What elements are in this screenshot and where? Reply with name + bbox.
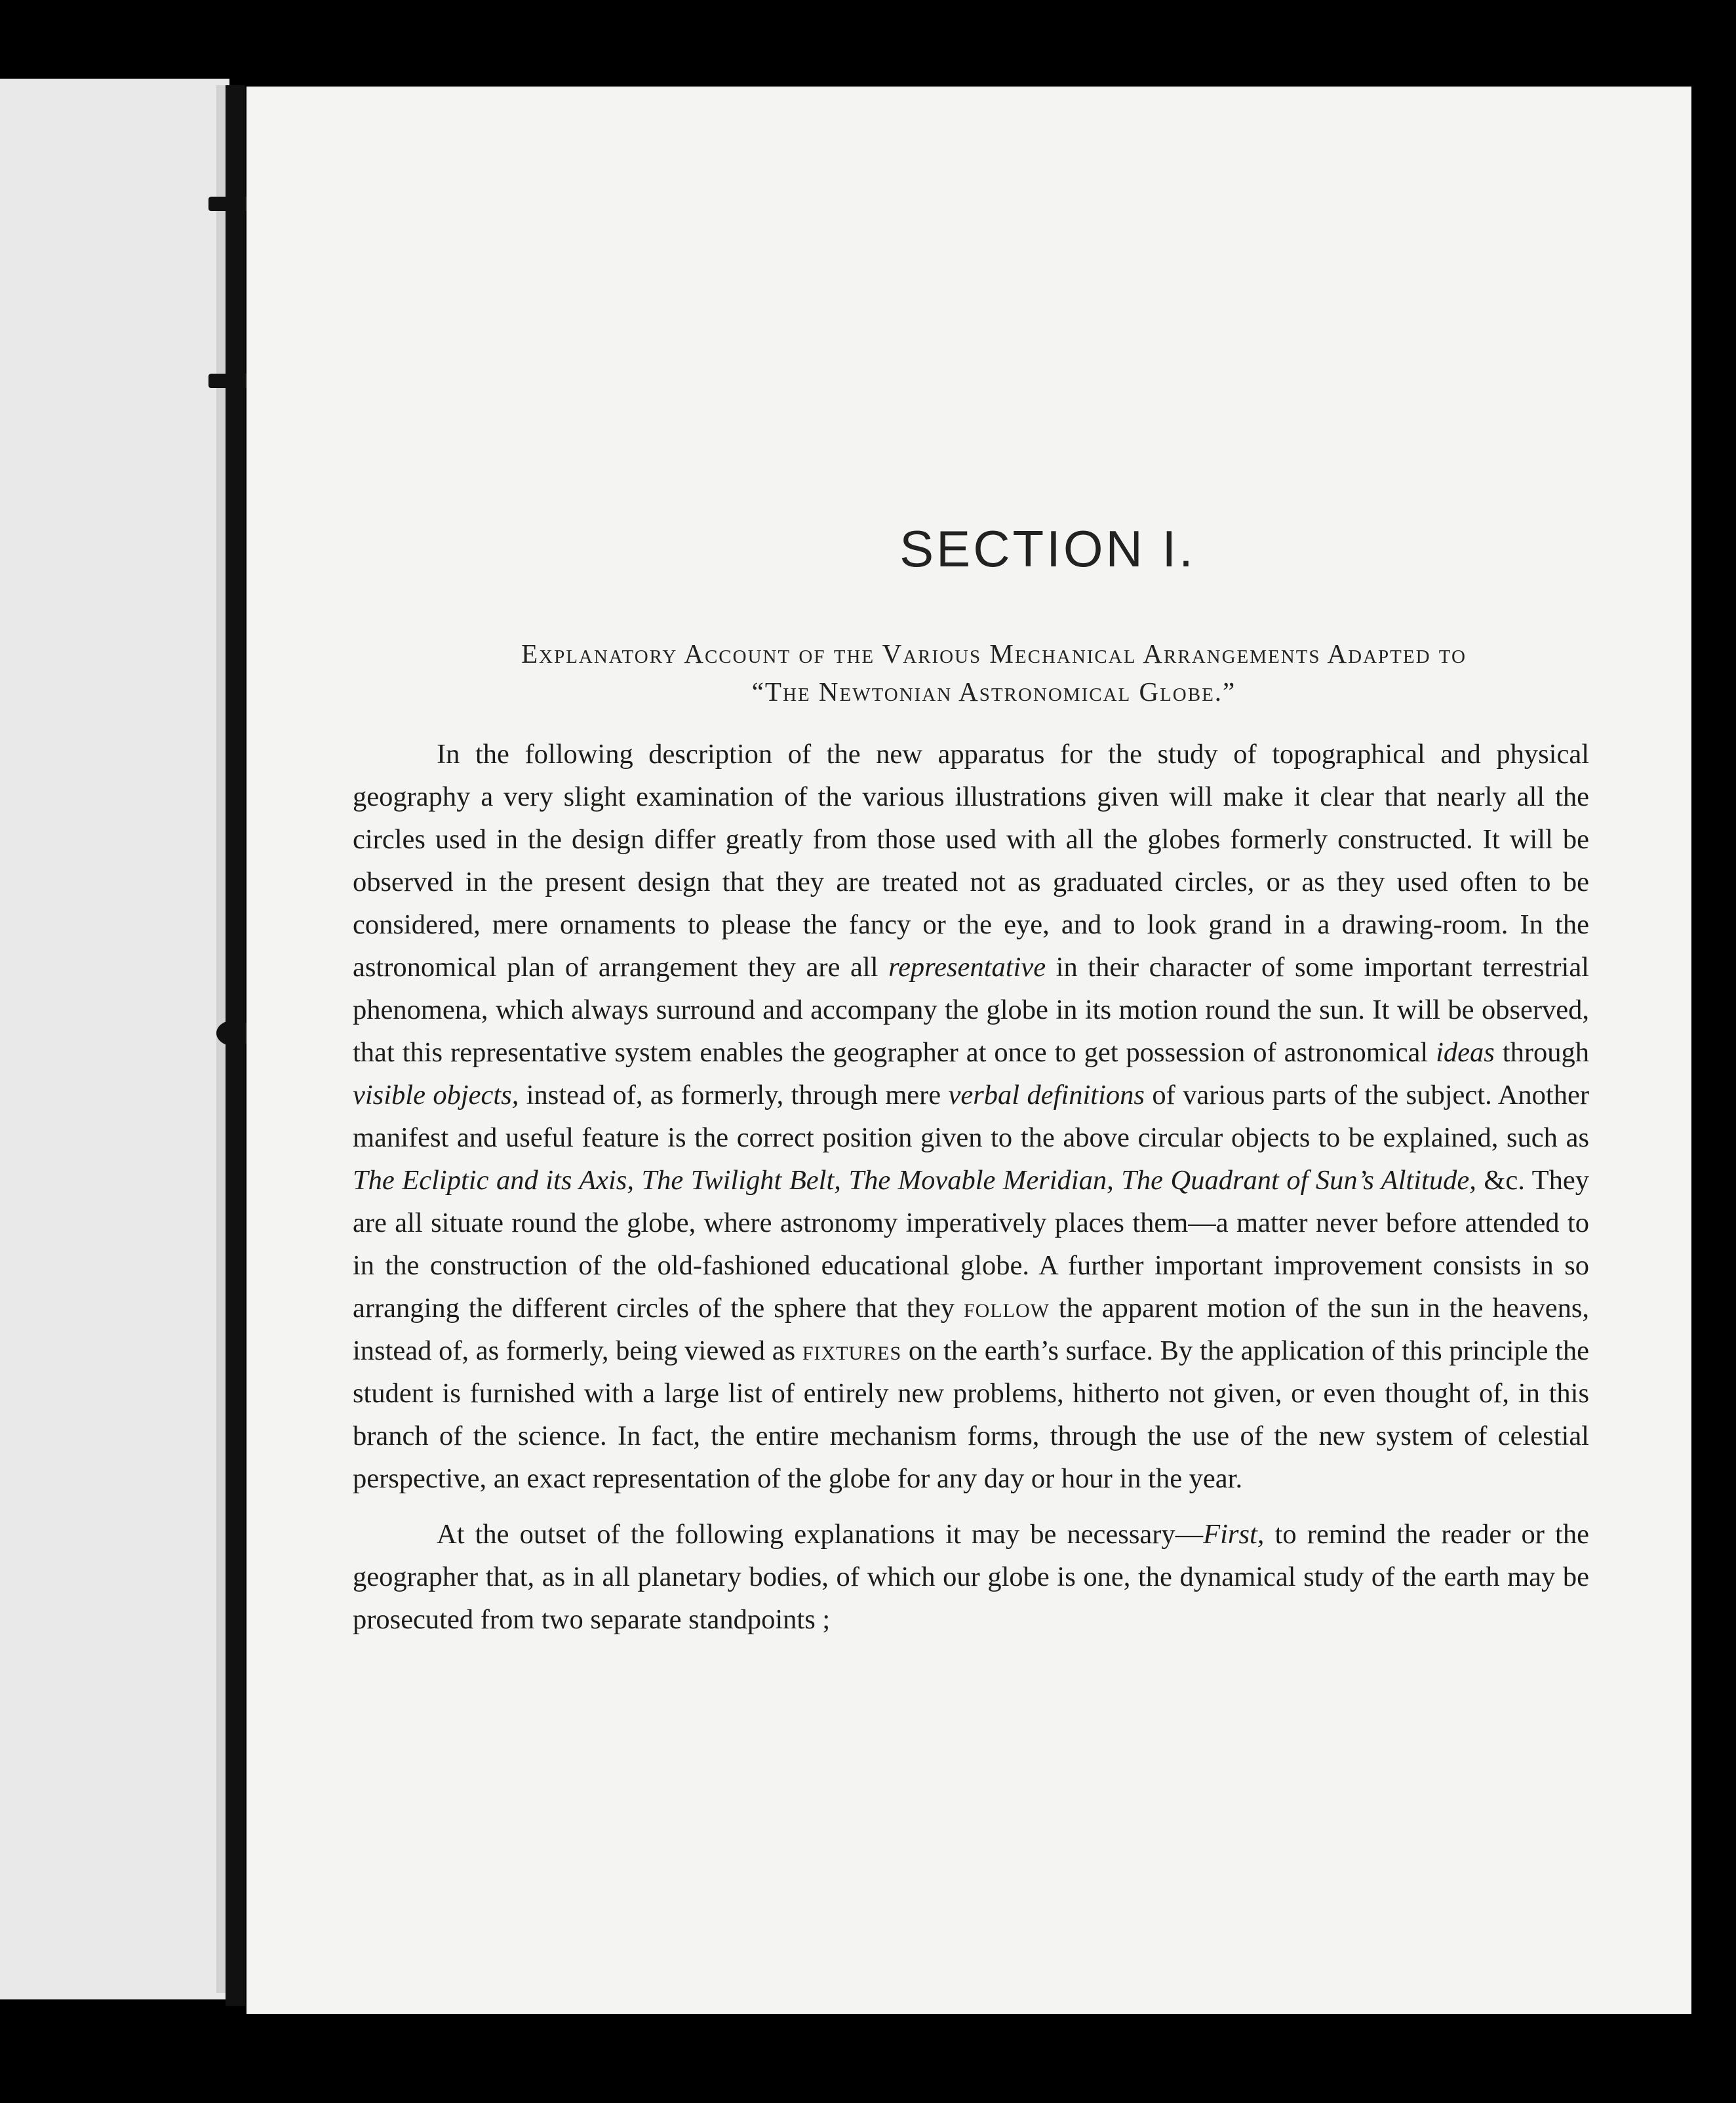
text-run: &c. They are all situate round the globe, where astronomy imperatively places them—a matter never before attended to in the construction of the old-fashioned educational globe. A further important improvement consists in so arranging the different circles of the sphere that they — [353, 1165, 1590, 1324]
italic-run: The Ecliptic and its Axis, The Twilight Belt, The Movable Meridian, The Quadrant of Sun’s Altitude, — [353, 1165, 1476, 1196]
italic-run: verbal definitions — [948, 1080, 1145, 1110]
text-run: on the earth’s surface. By the application of this principle the student is furnished with a large list of entirely new problems, hitherto not given, or even thought of, in this branch of the science. In fact, the entire mechanism forms, through the use of the new system of celestial perspective, an exact representation of the globe for any day or hour in the year. — [353, 1335, 1589, 1494]
small-caps-run: follow — [963, 1293, 1050, 1324]
subtitle-line-2: “The Newtonian Astronomical Globe.” — [751, 677, 1236, 707]
subtitle-line-1: Explanatory Account of the Various Mechanical Arrangements Adapted to — [521, 639, 1467, 669]
body-text — [353, 733, 1589, 1641]
text-run: In the following description of the new apparatus for the study of topographical and physical geography a very slight examination of the various illustrations given will make it clear that nearly all the circles used in the design differ greatly from those used with all the globes formerly constructed. It will be observed in the present design that they are treated not as graduated circles, or as they used often to be considered, mere ornaments to please the fancy or the eye, and to look grand in a drawing-room. In the astronomical plan of arrangement they are all — [353, 739, 1589, 983]
italic-run: representative — [888, 952, 1046, 983]
text-run: of various parts of the subject. Another manifest and useful feature is the correct position given to the above circular objects to be explained, such as — [353, 1080, 1589, 1153]
section-title: SECTION I. — [899, 520, 1196, 578]
section-subtitle — [358, 635, 1630, 711]
italic-run: visible objects, — [353, 1080, 519, 1110]
italic-run: ideas — [1436, 1037, 1495, 1068]
book-page — [247, 87, 1691, 2014]
paragraph-2 — [353, 1513, 1589, 1641]
small-caps-run: fixtures — [802, 1335, 902, 1366]
italic-run: First, — [1203, 1519, 1265, 1550]
text-run: to remind the reader or the geographer that, as in all planetary bodies, of which our globe is one, the dynamical study of the earth may be prosecuted from two separate standpoints ; — [353, 1519, 1589, 1635]
paragraph-1 — [353, 733, 1589, 1500]
text-run: instead of, as formerly, through mere — [519, 1080, 949, 1110]
left-page — [0, 79, 229, 1999]
text-run: through — [1494, 1037, 1589, 1068]
text-run: the apparent motion of the sun in the heavens, instead of, as formerly, being viewed as — [353, 1293, 1590, 1366]
text-run: At the outset of the following explanations it may be necessary— — [437, 1519, 1204, 1550]
text-run: in their character of some important terrestrial phenomena, which always surround and accompany the globe in its motion round the sun. It will be observed, that this representative system enables the geographer at once to get possession of astronomical — [353, 952, 1589, 1068]
